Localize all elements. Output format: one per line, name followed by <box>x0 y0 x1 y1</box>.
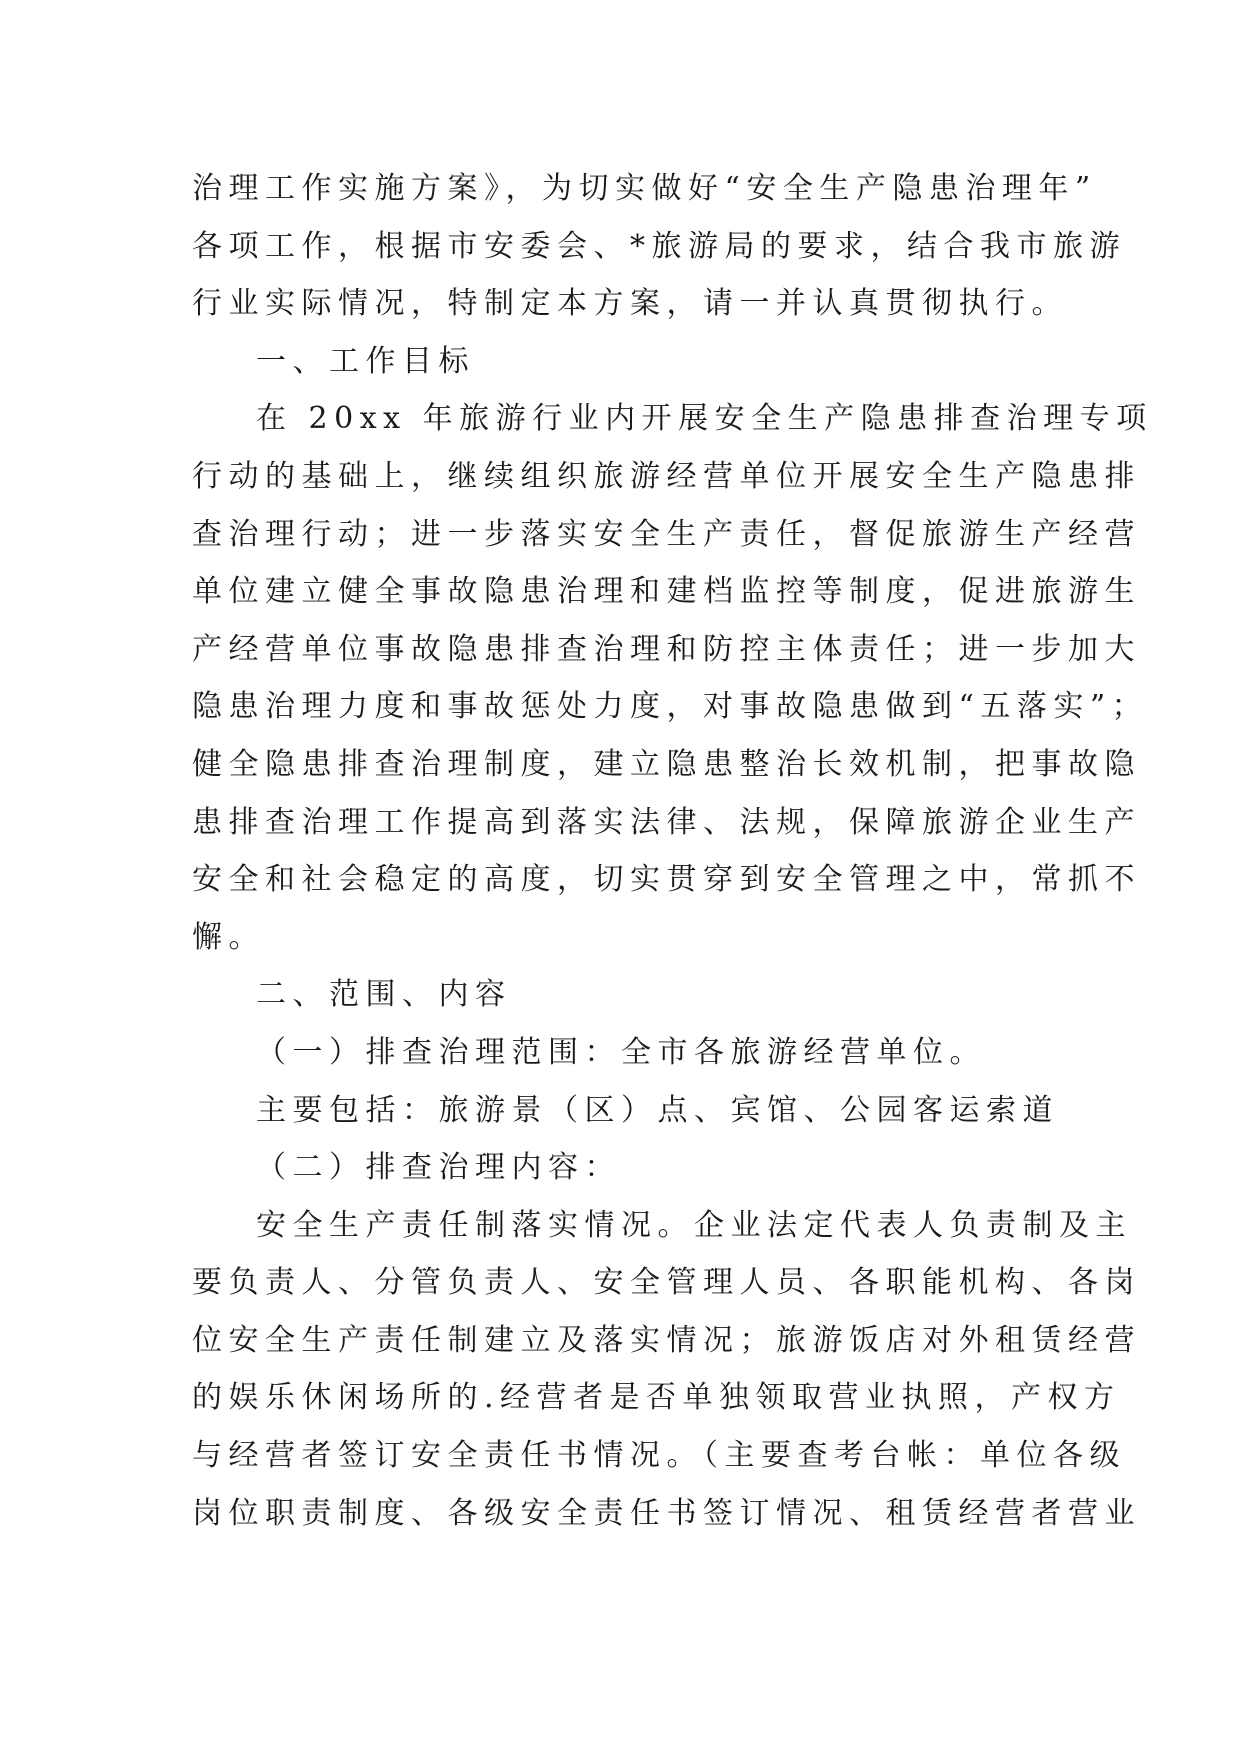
text-line: 健全隐患排查治理制度，建立隐患整治长效机制，把事故隐 <box>192 746 1141 782</box>
text-line: 安全生产责任制落实情况。企业法定代表人负责制及主 <box>256 1207 1132 1243</box>
text-line: 安全和社会稳定的高度，切实贯穿到安全管理之中，常抓不 <box>192 862 1141 898</box>
document-body <box>192 160 1153 1542</box>
text-line: 主要包括：旅游景（区）点、宾馆、公园客运索道 <box>256 1092 1059 1128</box>
text-line: 与经营者签订安全责任书情况。（主要查考台帐：单位各级 <box>192 1438 1126 1474</box>
text-line: 查治理行动；进一步落实安全生产责任，督促旅游生产经营 <box>192 516 1141 552</box>
text-line: 行业实际情况，特制定本方案，请一并认真贯彻执行。 <box>192 286 1068 322</box>
text-line: 各项工作，根据市安委会、*旅游局的要求，结合我市旅游 <box>192 228 1126 264</box>
section-heading: 二、范围、内容 <box>256 977 512 1013</box>
text-line: 行动的基础上，继续组织旅游经营单位开展安全生产隐患排 <box>192 458 1141 494</box>
text-line: 单位建立健全事故隐患治理和建档监控等制度，促进旅游生 <box>192 574 1141 610</box>
text-line: 治理工作实施方案》，为切实做好“安全生产隐患治理年” <box>192 171 1097 206</box>
text-line: 位安全生产责任制建立及落实情况；旅游饭店对外租赁经营 <box>192 1322 1141 1358</box>
text-line: 隐患治理力度和事故惩处力度，对事故隐患做到“五落实”； <box>192 689 1149 725</box>
section-heading: 一、工作目标 <box>256 343 475 379</box>
text-line: 要负责人、分管负责人、安全管理人员、各职能机构、各岗 <box>192 1265 1141 1301</box>
text-line: 患排查治理工作提高到落实法律、法规，保障旅游企业生产 <box>192 804 1141 840</box>
text-line: 在 20xx 年旅游行业内开展安全生产隐患排查治理专项 <box>256 401 1153 437</box>
text-line: 的娱乐休闲场所的.经营者是否单独领取营业执照，产权方 <box>192 1380 1121 1416</box>
text-line: 岗位职责制度、各级安全责任书签订情况、租赁经营者营业 <box>192 1495 1141 1531</box>
text-line: 产经营单位事故隐患排查治理和防控主体责任；进一步加大 <box>192 631 1141 667</box>
subsection-heading: （二）排查治理内容： <box>256 1150 621 1186</box>
subsection-heading: （一）排查治理范围：全市各旅游经营单位。 <box>256 1034 986 1070</box>
text-line: 懈。 <box>192 919 265 955</box>
